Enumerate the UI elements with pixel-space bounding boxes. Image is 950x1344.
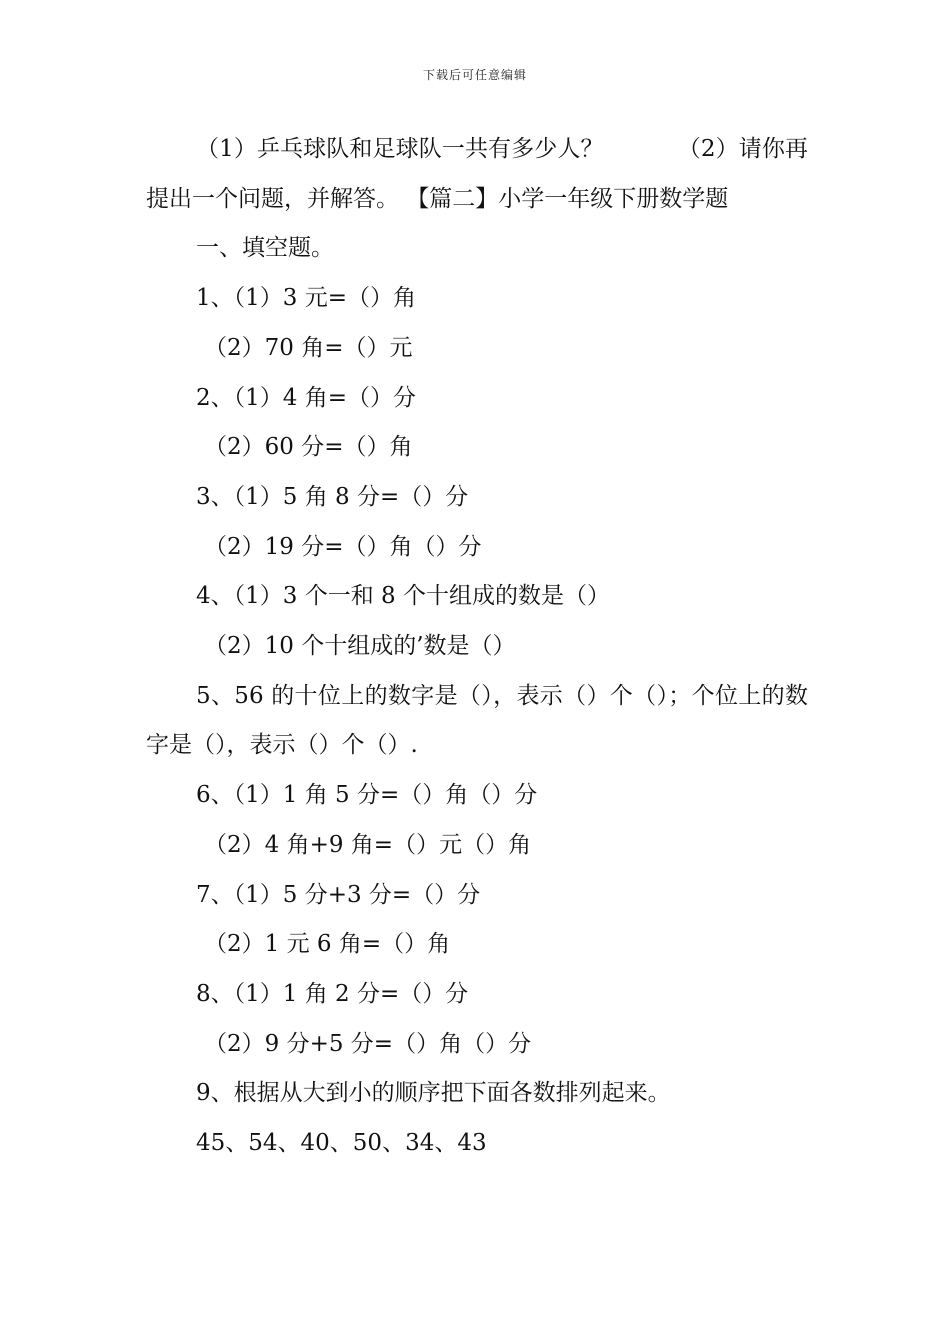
question-2-part-2: （2）60 分=（）角	[204, 434, 413, 461]
question-8-part-2: （2）9 分+5 分=（）角（）分	[204, 1030, 532, 1057]
question-6-part-2: （2）4 角+9 角=（）元（）角	[204, 831, 532, 858]
document-body	[146, 125, 808, 1169]
question-8-part-1: 8、（1）1 角 2 分=（）分	[196, 980, 469, 1007]
question-1-part-1: 1、（1）3 元=（）角	[196, 285, 416, 312]
question-1-part-2: （2）70 角=（）元	[204, 334, 413, 361]
page-header: 下载后可任意编辑	[422, 68, 527, 82]
question-7-part-1: 7、（1）5 分+3 分=（）分	[196, 881, 481, 908]
question-6-part-1: 6、（1）1 角 5 分=（）角（）分	[196, 782, 538, 809]
question-9: 9、根据从大到小的顺序把下面各数排列起来。	[196, 1080, 671, 1107]
question-5: 5、56 的十位上的数字是（），表示（）个（）；个位上的数字是（），表示（）个（）.	[146, 682, 808, 759]
intro-paragraph: （1）乒乓球队和足球队一共有多少人？ （2）请你再提出一个问题，并解答。 【篇二】小学一年级下册数学题	[146, 136, 808, 212]
question-3-part-2: （2）19 分=（）角（）分	[204, 533, 482, 560]
question-2-part-1: 2、（1）4 角=（）分	[196, 384, 416, 411]
question-7-part-2: （2）1 元 6 角=（）角	[204, 931, 451, 958]
question-4-part-1: 4、（1）3 个一和 8 个十组成的数是（）	[196, 583, 610, 610]
question-9-numbers: 45、54、40、50、34、43	[196, 1130, 487, 1157]
question-3-part-1: 3、（1）5 角 8 分=（）分	[196, 483, 469, 510]
question-4-part-2: （2）10 个十组成的’数是（）	[204, 633, 516, 660]
section-title: 一、填空题。	[196, 235, 334, 262]
